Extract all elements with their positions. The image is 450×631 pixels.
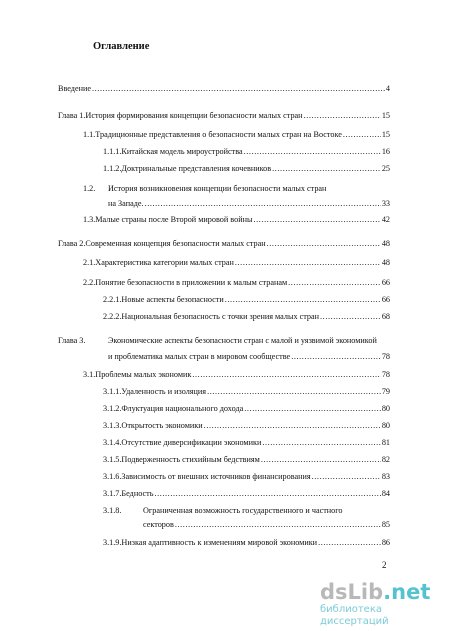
toc-entry-page: 66 — [381, 278, 390, 287]
toc-entry — [58, 239, 390, 249]
dot-leader — [318, 538, 381, 548]
toc-entry-number: 3.1.6. — [103, 472, 122, 481]
dot-leader — [207, 387, 381, 397]
toc-entry — [103, 147, 390, 157]
toc-entry — [143, 520, 390, 530]
toc-entry-number: 1.1.2. — [103, 164, 122, 173]
toc-entry-title: Новые аспекты безопасности — [121, 295, 224, 304]
dot-leader — [343, 130, 381, 140]
toc-entry-title: Низкая адаптивность к изменениям мировой экономики — [121, 538, 318, 547]
dot-leader — [304, 111, 381, 121]
dot-leader — [175, 520, 381, 530]
toc-entry — [103, 312, 390, 322]
toc-entry-page: 80 — [381, 404, 390, 413]
watermark-logo — [320, 580, 444, 604]
toc-entry — [83, 370, 390, 380]
toc-entry-number: 3.1.8. — [103, 506, 122, 515]
toc-entry — [83, 258, 390, 268]
dot-leader — [261, 455, 381, 465]
toc-entry — [103, 489, 390, 499]
dot-leader — [312, 472, 381, 482]
toc-entry-page: 84 — [381, 489, 390, 498]
dot-leader — [253, 215, 380, 225]
toc-entry-number: 3.1.1. — [103, 387, 122, 396]
toc-entry-page: 4 — [385, 84, 390, 93]
dot-leader — [235, 258, 381, 268]
toc-entry-number: 1.1. — [83, 130, 96, 139]
toc-entry-page: 16 — [381, 147, 390, 156]
toc-entry-title: Современная концепция безопасности малых стран — [85, 239, 266, 248]
toc-entry-title: Экономические аспекты безопасности стран с малой и уязвимой экономикой — [108, 336, 377, 345]
toc-entry — [103, 438, 390, 448]
toc-entry-page: 80 — [381, 421, 390, 430]
toc-entry-page: 48 — [381, 258, 390, 267]
toc-entry — [103, 295, 390, 305]
toc-entry — [83, 184, 326, 194]
toc-entry-page: 86 — [381, 538, 390, 547]
toc-entry — [83, 130, 390, 140]
toc-entry — [103, 387, 390, 397]
toc-entry-number: 2.2.1. — [103, 295, 122, 304]
toc-entry — [58, 111, 390, 121]
dot-leader — [262, 438, 380, 448]
dot-leader — [145, 199, 381, 209]
toc-entry-number: Глава 2. — [58, 239, 86, 248]
toc-entry-title: Понятие безопасности в приложении к малым странам — [95, 278, 288, 287]
toc-entry — [58, 336, 377, 346]
toc-entry-title: Бедность — [121, 489, 154, 498]
toc-entry-number: 3.1.9. — [103, 538, 122, 547]
toc-entry-page: 81 — [381, 438, 390, 447]
toc-entry-number: 3.1.7. — [103, 489, 122, 498]
toc-entry-page: 82 — [381, 455, 390, 464]
toc-entry-page: 15 — [381, 130, 390, 139]
toc-entry-page: 78 — [381, 370, 390, 379]
watermark-subtitle: библиотека диссертаций — [320, 604, 389, 627]
toc-entry-number: 2.2. — [83, 278, 96, 287]
toc-entry-page: 78 — [381, 352, 390, 361]
toc-entry-number: 3.1.4. — [103, 438, 122, 447]
toc-entry — [103, 472, 390, 482]
toc-entry-title: Характеристика категории малых стран — [95, 258, 234, 267]
toc-entry-number: 1.3. — [83, 215, 96, 224]
dot-leader — [320, 312, 381, 322]
toc-entry-page: 83 — [381, 472, 390, 481]
dot-leader — [244, 147, 381, 157]
toc-entry-page: 85 — [381, 520, 390, 529]
toc-entry-title: Открытость экономики — [121, 421, 203, 430]
toc-entry — [108, 199, 390, 209]
toc-entry-page: 48 — [381, 239, 390, 248]
toc-entry — [103, 421, 390, 431]
logo-main-text: dsLib — [320, 580, 384, 604]
toc-entry-page: 33 — [381, 199, 390, 208]
toc-entry-page: 15 — [381, 111, 390, 120]
toc-entry-number: 2.1. — [83, 258, 96, 267]
toc-entry-title: Традиционные представления о безопасности малых стран на Востоке — [95, 130, 342, 139]
toc-entry — [103, 506, 343, 516]
toc-entry — [103, 538, 390, 548]
toc-entry-title: Зависимость от внешних источников финансирования — [121, 472, 311, 481]
toc-entry-title: Национальная безопасность с точки зрения малых стран — [121, 312, 320, 321]
toc-entry-title: Доктринальные представления кочевников — [121, 164, 272, 173]
toc-entry-title: Отсутствие диверсификации экономики — [121, 438, 262, 447]
toc-entry-number: 3.1.2. — [103, 404, 122, 413]
toc-entry — [108, 352, 390, 362]
toc-entry — [58, 84, 390, 94]
toc-entry-title: Проблемы малых экономик — [95, 370, 192, 379]
toc-entry-number: 3.1.5. — [103, 455, 122, 464]
toc-entry-number: 1.2. — [83, 184, 96, 193]
toc-entry — [103, 164, 390, 174]
toc-entry-title: Китайская модель мироустройства — [121, 147, 243, 156]
toc-entry-title: Малые страны после Второй мировой войны — [95, 215, 253, 224]
dot-leader — [192, 370, 380, 380]
toc-entry-title: и проблематика малых стран в мировом сообществе — [108, 352, 291, 361]
toc-entry — [83, 215, 390, 225]
toc-entry-title: Удаленность и изоляция — [121, 387, 207, 396]
dot-leader — [244, 404, 381, 414]
toc-entry-page: 68 — [381, 312, 390, 321]
logo-suffix-text: .net — [383, 580, 431, 604]
toc-entry-number: Глава 3. — [58, 336, 86, 345]
toc-entry-title: История формирования концепции безопасности малых стран — [85, 111, 303, 120]
dot-leader — [154, 489, 380, 499]
toc-entry-number: Глава 1. — [58, 111, 86, 120]
toc-entry — [103, 455, 390, 465]
toc-entry-number: 2.2.2. — [103, 312, 122, 321]
dslib-watermark — [320, 580, 444, 628]
toc-entry-title: Ограниченная возможность государственного и частного — [143, 506, 343, 515]
toc-entry-page: 42 — [381, 215, 390, 224]
toc-entry-number: 1.1.1. — [103, 147, 122, 156]
toc-entry-title: Флуктуация национального дохода — [121, 404, 244, 413]
dot-leader — [288, 278, 381, 288]
toc-entry-number: 3.1. — [83, 370, 96, 379]
dot-leader — [272, 164, 381, 174]
toc-entry-page: 66 — [381, 295, 390, 304]
dot-leader — [267, 239, 381, 249]
toc-entry-number: 3.1.3. — [103, 421, 122, 430]
dot-leader — [204, 421, 381, 431]
toc-entry-title: История возникновения концепции безопасности малых стран — [108, 184, 327, 193]
toc-entry — [83, 278, 390, 288]
toc-entry-title: секторов — [143, 520, 174, 529]
toc-entry-title: на Западе. — [108, 199, 144, 208]
toc-entry-title: Подверженность стихийным бедствиям — [121, 455, 260, 464]
page-number: 2 — [382, 560, 387, 570]
toc-entry-title: Введение — [58, 84, 92, 93]
dot-leader — [291, 352, 381, 362]
toc-entry — [103, 404, 390, 414]
toc-entry-page: 79 — [381, 387, 390, 396]
toc-heading: Оглавление — [93, 41, 150, 52]
toc-entry-page: 25 — [381, 164, 390, 173]
dot-leader — [225, 295, 381, 305]
dot-leader — [92, 84, 385, 94]
